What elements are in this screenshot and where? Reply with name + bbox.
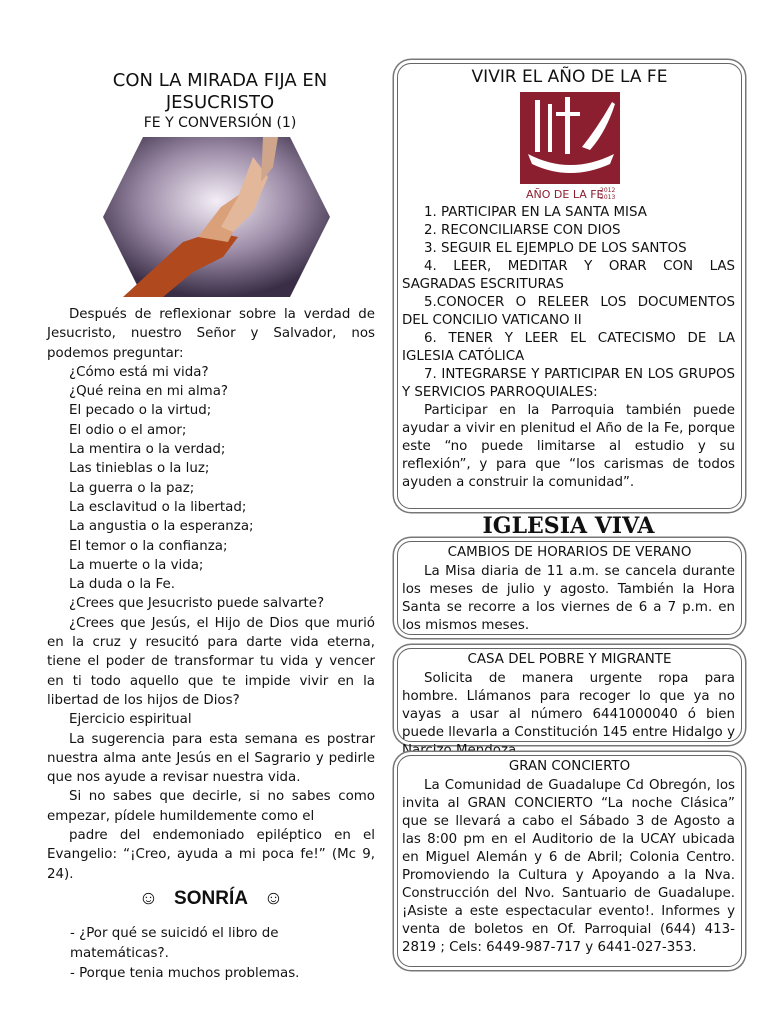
list-item: 3. SEGUIR EL EJEMPLO DE LOS SANTOS [424, 241, 687, 256]
joke [70, 924, 380, 984]
question-line: La mentira o la verdad; [69, 442, 226, 458]
concert-box [397, 755, 742, 967]
list-item: 1. PARTICIPAR EN LA SANTA MISA [424, 205, 647, 220]
question-line: El pecado o la virtud; [69, 403, 212, 419]
box-paragraph: La Misa diaria de 11 a.m. se cancela durante los meses de julio y agosto. También la Hora Santa se recorre a los viernes de 6 a 7 p.m. en los mismos meses. [402, 564, 735, 633]
box-title: VIVIR EL AÑO DE LA FE [471, 67, 668, 87]
question-line: El odio o el amor; [69, 422, 187, 438]
logo-year: 2012 [599, 187, 615, 194]
question-line: La muerte o la vida; [69, 557, 204, 573]
question-line: La angustia o la esperanza; [69, 519, 254, 535]
list-item: 4. LEER, MEDITAR Y ORAR CON LAS SAGRADAS ESCRITURAS [402, 259, 735, 292]
question-line: La esclavitud o la libertad; [69, 499, 247, 515]
article-paragraph: padre del endemoniado epiléptico en el Evangelio: “¡Creo, ayuda a mi poca fe!” (Mc 9, 24). [47, 828, 375, 882]
article-paragraph: La sugerencia para esta semana es postrar nuestra alma ante Jesús en el Sagrario y pedirle que nos ayude a revisar nuestra vida. [47, 731, 375, 786]
question-line: El temor o la confianza; [69, 538, 228, 554]
logo-text: AÑO DE LA FE [525, 188, 604, 201]
question-line: ¿Qué reina en mi alma? [69, 384, 229, 400]
logo-year: 2013 [599, 194, 615, 201]
year-of-faith-box [397, 63, 742, 509]
question-line: ¿Cómo está mi vida? [69, 364, 209, 380]
article-subtitle: FE Y CONVERSIÓN (1) [143, 115, 297, 131]
hands-illustration [103, 137, 330, 297]
article-paragraph: Si no sabes que decirle, si no sabes como empezar, pídele humildemente como el [47, 789, 375, 824]
list-item: 2. RECONCILIARSE CON DIOS [424, 223, 621, 238]
question-line: La guerra o la paz; [69, 480, 195, 496]
article-body [47, 305, 375, 884]
box-paragraph: Solicita de manera urgente ropa para hombre. Llámanos para recoger lo que ya no vayas a usar al número 6441000040 ó bien puede llevarla a Constitución 145 entre Hidalgo y Narcizo Mendoza. [402, 671, 735, 758]
question-line: La duda o la Fe. [69, 577, 175, 593]
box-paragraph: La Comunidad de Guadalupe Cd Obregón, los invita al GRAN CONCIERTO “La noche Clásica” que se llevará a cabo el Sábado 3 de Agosto a las 8:00 pm en el Auditorio de la UCAY ubicada en Miguel Alemán y 6 de Abril; Colonia Centro. Promoviendo la Cultura y Apoyando a la Nva. Construcción del Nvo. Santuario de Guadalupe. ¡Asiste a este espectacular evento!. Informes y venta de boletos en Of. Parroquial (644) 413-2819 ; Cels: 6449-987-717 y 6441-027-353. [402, 778, 735, 955]
smiley-icon: ☺ [263, 888, 284, 909]
smiley-icon: ☺ [138, 888, 159, 909]
section-heading: IGLESIA VIVA [482, 513, 655, 539]
list-item: 5.CONOCER O RELEER LOS DOCUMENTOS DEL CONCILIO VATICANO II [402, 295, 735, 328]
joke-answer: - Porque tenia muchos problemas. [70, 966, 300, 981]
question-line: Las tinieblas o la luz; [69, 461, 210, 477]
article-paragraph: ¿Crees que Jesús, el Hijo de Dios que murió en la cruz y resucitó para darte vida eterna, tiene el poder de transformar tu vida y vencer en ti todo aquello que te impide vivir en la libertad de los hijos de Dios? [47, 615, 375, 708]
article-intro: Después de reflexionar sobre la verdad de Jesucristo, nuestro Señor y Salvador, nos podemos preguntar: [47, 307, 375, 361]
box-title: CAMBIOS DE HORARIOS DE VERANO [447, 545, 692, 560]
list-item: 7. INTEGRARSE Y PARTICIPAR EN LOS GRUPOS Y SERVICIOS PARROQUIALES: [402, 367, 735, 400]
migrant-house-box [397, 648, 742, 758]
smile-title: SONRÍA [174, 888, 248, 909]
summer-schedule-box [397, 541, 742, 635]
box-title: CASA DEL POBRE Y MIGRANTE [467, 652, 672, 667]
exercise-label: Ejercicio espiritual [69, 712, 192, 728]
box-paragraph: Participar en la Parroquia también puede ayudar a vivir en plenitud el Año de la Fe, porque este “no puede limitarse al estudio y su reflexión”, y para que “los carismas de todos ayuden a construir la comunidad”. [402, 403, 735, 490]
smile-heading [47, 888, 375, 910]
question-line: ¿Crees que Jesucristo puede salvarte? [69, 596, 325, 612]
joke-question: - ¿Por qué se suicidó el libro de matemáticas?. [70, 926, 279, 961]
article-title: CON LA MIRADA FIJA EN JESUCRISTO [112, 70, 328, 113]
year-of-faith-logo [520, 92, 620, 202]
box-title: GRAN CONCIERTO [508, 759, 631, 774]
list-item: 6. TENER Y LEER EL CATECISMO DE LA IGLESIA CATÓLICA [402, 331, 735, 364]
